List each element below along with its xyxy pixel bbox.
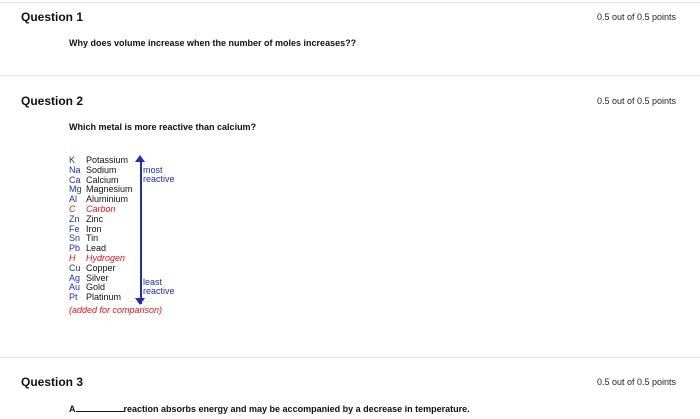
reactivity-item: [69, 263, 116, 273]
reactivity-item: [69, 175, 119, 185]
element-symbol: Au: [69, 282, 81, 293]
reactivity-item: [69, 292, 121, 302]
question-1-title: Question 1: [21, 10, 84, 24]
question-2-divider: [0, 75, 700, 76]
element-symbol: Al: [69, 194, 78, 205]
element-name: Zinc: [86, 213, 104, 224]
element-symbol: Fe: [69, 223, 80, 234]
question-3-prefix: A: [69, 404, 76, 414]
reactivity-item: [69, 194, 128, 204]
element-symbol: H: [69, 253, 76, 263]
element-name: Lead: [86, 243, 107, 254]
element-symbol: Na: [69, 164, 81, 175]
least-label: least: [143, 277, 163, 287]
element-name: Sodium: [86, 164, 117, 175]
element-name: Carbon: [86, 204, 116, 214]
question-2-points: 0.5 out of 0.5 points: [596, 96, 676, 106]
question-3-suffix: reaction absorbs energy and may be accompanied by a decrease in temperature.: [123, 404, 470, 414]
element-symbol: Pb: [69, 243, 81, 254]
question-1-points: 0.5 out of 0.5 points: [596, 12, 676, 22]
answer-blank: [76, 403, 124, 412]
question-3-text: [69, 403, 470, 414]
element-name: Platinum: [86, 292, 122, 303]
question-3-divider: [0, 357, 700, 358]
comparison-note: (added for comparison): [69, 305, 163, 315]
element-symbol: Sn: [69, 233, 81, 244]
element-name: Calcium: [86, 174, 119, 185]
element-name: Aluminium: [86, 194, 129, 205]
element-symbol: C: [69, 204, 76, 214]
reactivity-item: [69, 282, 105, 292]
question-3-points: 0.5 out of 0.5 points: [596, 377, 676, 387]
element-symbol: Ag: [69, 272, 81, 283]
element-symbol: Zn: [69, 213, 80, 224]
reactivity-item: [69, 204, 116, 214]
reactivity-item: [69, 233, 98, 243]
reactivity-item: [69, 253, 125, 263]
arrow-down-icon: [135, 298, 145, 305]
reactivity-arrow-line: [140, 161, 142, 304]
question-2-header: [0, 90, 700, 114]
element-symbol: Pt: [69, 292, 78, 303]
question-3-header: [0, 371, 700, 395]
top-divider: [0, 2, 700, 3]
reactivity-item: [69, 184, 133, 194]
reactivity-item: [69, 224, 102, 234]
reactivity-item: [69, 243, 106, 253]
question-3-title: Question 3: [21, 375, 84, 389]
element-symbol: Cu: [69, 262, 81, 273]
element-name: Hydrogen: [86, 253, 126, 263]
element-symbol: Mg: [69, 184, 82, 195]
question-1-header: [0, 6, 700, 30]
reactivity-item: [69, 273, 109, 283]
question-2-title: Question 2: [21, 94, 84, 108]
question-2-text: Which metal is more reactive than calcium?: [69, 122, 257, 132]
most-label: most: [143, 165, 163, 175]
element-name: Tin: [86, 233, 99, 244]
element-name: Iron: [86, 223, 102, 234]
reactive-top-label: reactive: [143, 174, 175, 184]
element-name: Magnesium: [86, 184, 133, 195]
question-1-text: Why does volume increase when the number of moles increases??: [69, 38, 357, 48]
reactivity-item: [69, 214, 103, 224]
element-symbol: Ca: [69, 174, 81, 185]
reactivity-item: [69, 165, 117, 175]
element-name: Silver: [86, 272, 109, 283]
element-name: Potassium: [86, 155, 129, 165]
reactivity-item: [69, 155, 128, 165]
reactivity-series-image: [69, 155, 219, 320]
reactive-bottom-label: reactive: [143, 286, 175, 296]
element-symbol: K: [69, 155, 76, 165]
element-name: Gold: [86, 282, 106, 293]
element-name: Copper: [86, 262, 116, 273]
